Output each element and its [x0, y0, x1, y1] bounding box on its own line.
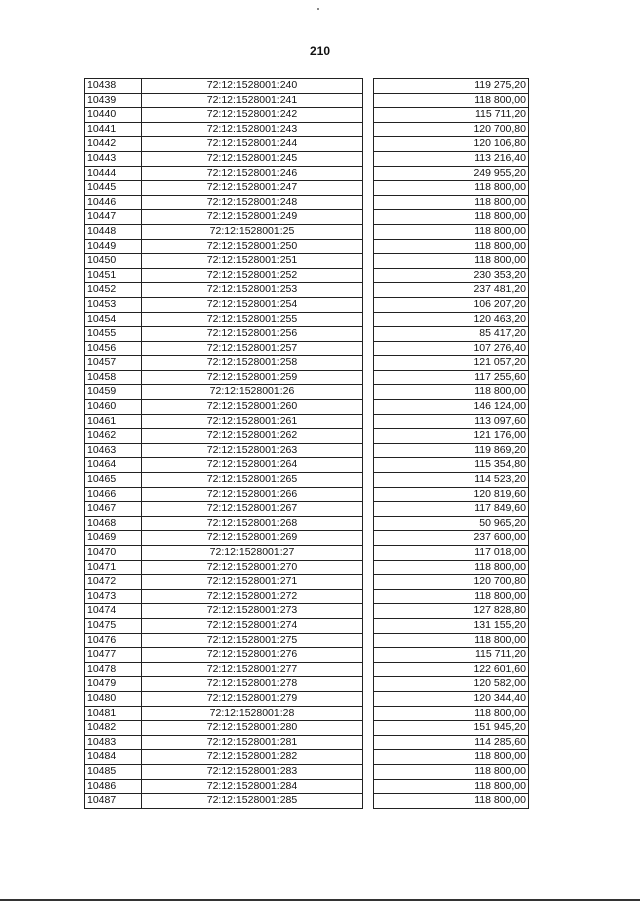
cadastral-value-table — [84, 78, 529, 809]
cadastral-number-cell: 72:12:1528001:27 — [142, 546, 363, 561]
row-number-cell: 10459 — [85, 385, 142, 400]
row-number-cell: 10469 — [85, 531, 142, 546]
cadastral-value-cell: 50 965,20 — [374, 516, 529, 531]
cadastral-value-cell: 118 800,00 — [374, 560, 529, 575]
cadastral-value-cell: 118 800,00 — [374, 794, 529, 809]
cadastral-value-cell: 114 523,20 — [374, 473, 529, 488]
spacer-cell — [363, 79, 374, 94]
row-number-cell: 10467 — [85, 502, 142, 517]
cadastral-number-cell: 72:12:1528001:28 — [142, 706, 363, 721]
cadastral-value-cell: 120 819,60 — [374, 487, 529, 502]
cadastral-number-cell: 72:12:1528001:263 — [142, 443, 363, 458]
table-row — [85, 794, 529, 809]
spacer-cell — [363, 224, 374, 239]
cadastral-number-cell: 72:12:1528001:280 — [142, 721, 363, 736]
row-number-cell: 10460 — [85, 400, 142, 415]
row-number-cell: 10464 — [85, 458, 142, 473]
spacer-cell — [363, 137, 374, 152]
row-number-cell: 10480 — [85, 691, 142, 706]
table-row — [85, 327, 529, 342]
row-number-cell: 10463 — [85, 443, 142, 458]
table-row — [85, 108, 529, 123]
table-row — [85, 531, 529, 546]
table-row — [85, 195, 529, 210]
cadastral-number-cell: 72:12:1528001:265 — [142, 473, 363, 488]
row-number-cell: 10468 — [85, 516, 142, 531]
cadastral-number-cell: 72:12:1528001:252 — [142, 268, 363, 283]
cadastral-value-cell: 85 417,20 — [374, 327, 529, 342]
table-row — [85, 706, 529, 721]
table-row — [85, 283, 529, 298]
table-row — [85, 122, 529, 137]
cadastral-value-cell: 118 800,00 — [374, 181, 529, 196]
row-number-cell: 10484 — [85, 750, 142, 765]
table-row — [85, 487, 529, 502]
cadastral-number-cell: 72:12:1528001:264 — [142, 458, 363, 473]
cadastral-value-cell: 118 800,00 — [374, 195, 529, 210]
table-row — [85, 166, 529, 181]
table-row — [85, 79, 529, 94]
cadastral-number-cell: 72:12:1528001:248 — [142, 195, 363, 210]
cadastral-number-cell: 72:12:1528001:284 — [142, 779, 363, 794]
table-row — [85, 575, 529, 590]
cadastral-number-cell: 72:12:1528001:277 — [142, 662, 363, 677]
row-number-cell: 10453 — [85, 297, 142, 312]
row-number-cell: 10481 — [85, 706, 142, 721]
cadastral-value-cell: 249 955,20 — [374, 166, 529, 181]
cadastral-value-cell: 117 849,60 — [374, 502, 529, 517]
table-row — [85, 370, 529, 385]
cadastral-number-cell: 72:12:1528001:283 — [142, 764, 363, 779]
cadastral-value-cell: 119 275,20 — [374, 79, 529, 94]
cadastral-number-cell: 72:12:1528001:270 — [142, 560, 363, 575]
spacer-cell — [363, 706, 374, 721]
cadastral-number-cell: 72:12:1528001:257 — [142, 341, 363, 356]
cadastral-value-cell: 115 354,80 — [374, 458, 529, 473]
cadastral-value-cell: 107 276,40 — [374, 341, 529, 356]
cadastral-value-cell: 146 124,00 — [374, 400, 529, 415]
table-row — [85, 356, 529, 371]
cadastral-value-cell: 115 711,20 — [374, 108, 529, 123]
spacer-cell — [363, 589, 374, 604]
row-number-cell: 10447 — [85, 210, 142, 225]
spacer-cell — [363, 487, 374, 502]
cadastral-value-cell: 122 601,60 — [374, 662, 529, 677]
cadastral-number-cell: 72:12:1528001:256 — [142, 327, 363, 342]
cadastral-number-cell: 72:12:1528001:274 — [142, 618, 363, 633]
cadastral-value-cell: 119 869,20 — [374, 443, 529, 458]
row-number-cell: 10451 — [85, 268, 142, 283]
spacer-cell — [363, 239, 374, 254]
cadastral-value-cell: 118 800,00 — [374, 706, 529, 721]
cadastral-value-cell: 118 800,00 — [374, 93, 529, 108]
spacer-cell — [363, 151, 374, 166]
table-row — [85, 691, 529, 706]
cadastral-value-cell: 121 057,20 — [374, 356, 529, 371]
row-number-cell: 10474 — [85, 604, 142, 619]
spacer-cell — [363, 604, 374, 619]
table-row — [85, 750, 529, 765]
cadastral-number-cell: 72:12:1528001:251 — [142, 254, 363, 269]
row-number-cell: 10454 — [85, 312, 142, 327]
cadastral-value-cell: 118 800,00 — [374, 385, 529, 400]
spacer-cell — [363, 794, 374, 809]
cadastral-number-cell: 72:12:1528001:254 — [142, 297, 363, 312]
cadastral-number-cell: 72:12:1528001:268 — [142, 516, 363, 531]
row-number-cell: 10473 — [85, 589, 142, 604]
spacer-cell — [363, 560, 374, 575]
spacer-cell — [363, 443, 374, 458]
spacer-cell — [363, 210, 374, 225]
spacer-cell — [363, 297, 374, 312]
row-number-cell: 10477 — [85, 648, 142, 663]
cadastral-value-cell: 113 097,60 — [374, 414, 529, 429]
cadastral-value-cell: 120 582,00 — [374, 677, 529, 692]
cadastral-number-cell: 72:12:1528001:281 — [142, 735, 363, 750]
spacer-cell — [363, 93, 374, 108]
scan-speck — [317, 8, 319, 10]
cadastral-value-cell: 237 481,20 — [374, 283, 529, 298]
cadastral-number-cell: 72:12:1528001:282 — [142, 750, 363, 765]
table-row — [85, 648, 529, 663]
table-body — [85, 79, 529, 809]
table-row — [85, 400, 529, 415]
cadastral-value-cell: 127 828,80 — [374, 604, 529, 619]
table-row — [85, 210, 529, 225]
cadastral-number-cell: 72:12:1528001:276 — [142, 648, 363, 663]
cadastral-value-cell: 151 945,20 — [374, 721, 529, 736]
cadastral-number-cell: 72:12:1528001:271 — [142, 575, 363, 590]
cadastral-number-cell: 72:12:1528001:249 — [142, 210, 363, 225]
cadastral-value-cell: 115 711,20 — [374, 648, 529, 663]
cadastral-value-cell: 131 155,20 — [374, 618, 529, 633]
cadastral-number-cell: 72:12:1528001:240 — [142, 79, 363, 94]
cadastral-number-cell: 72:12:1528001:269 — [142, 531, 363, 546]
spacer-cell — [363, 735, 374, 750]
row-number-cell: 10479 — [85, 677, 142, 692]
row-number-cell: 10448 — [85, 224, 142, 239]
spacer-cell — [363, 575, 374, 590]
table-row — [85, 662, 529, 677]
cadastral-value-cell: 118 800,00 — [374, 750, 529, 765]
row-number-cell: 10487 — [85, 794, 142, 809]
row-number-cell: 10470 — [85, 546, 142, 561]
spacer-cell — [363, 429, 374, 444]
spacer-cell — [363, 181, 374, 196]
row-number-cell: 10441 — [85, 122, 142, 137]
spacer-cell — [363, 546, 374, 561]
cadastral-number-cell: 72:12:1528001:255 — [142, 312, 363, 327]
table-row — [85, 546, 529, 561]
cadastral-number-cell: 72:12:1528001:261 — [142, 414, 363, 429]
spacer-cell — [363, 677, 374, 692]
spacer-cell — [363, 268, 374, 283]
cadastral-number-cell: 72:12:1528001:272 — [142, 589, 363, 604]
table-row — [85, 137, 529, 152]
row-number-cell: 10485 — [85, 764, 142, 779]
cadastral-value-cell: 118 800,00 — [374, 589, 529, 604]
table-row — [85, 677, 529, 692]
row-number-cell: 10457 — [85, 356, 142, 371]
cadastral-number-cell: 72:12:1528001:262 — [142, 429, 363, 444]
row-number-cell: 10452 — [85, 283, 142, 298]
table-row — [85, 297, 529, 312]
spacer-cell — [363, 531, 374, 546]
cadastral-value-cell: 120 700,80 — [374, 122, 529, 137]
cadastral-value-cell: 118 800,00 — [374, 239, 529, 254]
table-row — [85, 473, 529, 488]
table-row — [85, 254, 529, 269]
spacer-cell — [363, 633, 374, 648]
table-row — [85, 516, 529, 531]
spacer-cell — [363, 779, 374, 794]
table-row — [85, 268, 529, 283]
cadastral-value-cell: 118 800,00 — [374, 254, 529, 269]
spacer-cell — [363, 473, 374, 488]
row-number-cell: 10450 — [85, 254, 142, 269]
cadastral-value-cell: 118 800,00 — [374, 224, 529, 239]
row-number-cell: 10475 — [85, 618, 142, 633]
spacer-cell — [363, 254, 374, 269]
table-row — [85, 618, 529, 633]
row-number-cell: 10440 — [85, 108, 142, 123]
row-number-cell: 10483 — [85, 735, 142, 750]
table-row — [85, 633, 529, 648]
spacer-cell — [363, 691, 374, 706]
row-number-cell: 10455 — [85, 327, 142, 342]
bottom-rule — [0, 899, 640, 901]
table-row — [85, 560, 529, 575]
row-number-cell: 10465 — [85, 473, 142, 488]
row-number-cell: 10442 — [85, 137, 142, 152]
cadastral-number-cell: 72:12:1528001:250 — [142, 239, 363, 254]
spacer-cell — [363, 458, 374, 473]
row-number-cell: 10462 — [85, 429, 142, 444]
cadastral-number-cell: 72:12:1528001:246 — [142, 166, 363, 181]
spacer-cell — [363, 385, 374, 400]
cadastral-value-cell: 118 800,00 — [374, 779, 529, 794]
table-row — [85, 93, 529, 108]
table-row — [85, 443, 529, 458]
cadastral-number-cell: 72:12:1528001:267 — [142, 502, 363, 517]
spacer-cell — [363, 312, 374, 327]
cadastral-number-cell: 72:12:1528001:241 — [142, 93, 363, 108]
spacer-cell — [363, 122, 374, 137]
table-row — [85, 429, 529, 444]
spacer-cell — [363, 721, 374, 736]
row-number-cell: 10461 — [85, 414, 142, 429]
spacer-cell — [363, 283, 374, 298]
cadastral-value-cell: 114 285,60 — [374, 735, 529, 750]
cadastral-value-cell: 120 700,80 — [374, 575, 529, 590]
row-number-cell: 10443 — [85, 151, 142, 166]
row-number-cell: 10456 — [85, 341, 142, 356]
cadastral-number-cell: 72:12:1528001:253 — [142, 283, 363, 298]
cadastral-number-cell: 72:12:1528001:25 — [142, 224, 363, 239]
table-row — [85, 341, 529, 356]
cadastral-value-cell: 120 344,40 — [374, 691, 529, 706]
spacer-cell — [363, 166, 374, 181]
cadastral-number-cell: 72:12:1528001:285 — [142, 794, 363, 809]
cadastral-number-cell: 72:12:1528001:275 — [142, 633, 363, 648]
spacer-cell — [363, 108, 374, 123]
cadastral-number-cell: 72:12:1528001:258 — [142, 356, 363, 371]
table-row — [85, 458, 529, 473]
cadastral-number-cell: 72:12:1528001:260 — [142, 400, 363, 415]
table-row — [85, 502, 529, 517]
cadastral-value-cell: 106 207,20 — [374, 297, 529, 312]
page-number: 210 — [309, 44, 331, 58]
cadastral-number-cell: 72:12:1528001:247 — [142, 181, 363, 196]
table-row — [85, 604, 529, 619]
table-row — [85, 224, 529, 239]
table-row — [85, 151, 529, 166]
spacer-cell — [363, 414, 374, 429]
table-row — [85, 735, 529, 750]
table-row — [85, 721, 529, 736]
cadastral-value-cell: 117 018,00 — [374, 546, 529, 561]
table-row — [85, 312, 529, 327]
spacer-cell — [363, 327, 374, 342]
spacer-cell — [363, 662, 374, 677]
cadastral-value-cell: 230 353,20 — [374, 268, 529, 283]
spacer-cell — [363, 618, 374, 633]
row-number-cell: 10439 — [85, 93, 142, 108]
cadastral-number-cell: 72:12:1528001:279 — [142, 691, 363, 706]
cadastral-number-cell: 72:12:1528001:259 — [142, 370, 363, 385]
cadastral-value-cell: 121 176,00 — [374, 429, 529, 444]
spacer-cell — [363, 516, 374, 531]
row-number-cell: 10466 — [85, 487, 142, 502]
row-number-cell: 10446 — [85, 195, 142, 210]
spacer-cell — [363, 356, 374, 371]
table-row — [85, 589, 529, 604]
row-number-cell: 10445 — [85, 181, 142, 196]
table-row — [85, 764, 529, 779]
cadastral-value-cell: 118 800,00 — [374, 210, 529, 225]
cadastral-value-cell: 120 106,80 — [374, 137, 529, 152]
spacer-cell — [363, 764, 374, 779]
table-row — [85, 181, 529, 196]
cadastral-value-cell: 118 800,00 — [374, 633, 529, 648]
cadastral-value-cell: 118 800,00 — [374, 764, 529, 779]
spacer-cell — [363, 750, 374, 765]
cadastral-number-cell: 72:12:1528001:278 — [142, 677, 363, 692]
spacer-cell — [363, 341, 374, 356]
table-row — [85, 385, 529, 400]
row-number-cell: 10476 — [85, 633, 142, 648]
cadastral-value-cell: 120 463,20 — [374, 312, 529, 327]
spacer-cell — [363, 648, 374, 663]
spacer-cell — [363, 195, 374, 210]
cadastral-number-cell: 72:12:1528001:243 — [142, 122, 363, 137]
spacer-cell — [363, 400, 374, 415]
row-number-cell: 10482 — [85, 721, 142, 736]
cadastral-value-cell: 237 600,00 — [374, 531, 529, 546]
row-number-cell: 10449 — [85, 239, 142, 254]
cadastral-number-cell: 72:12:1528001:26 — [142, 385, 363, 400]
cadastral-number-cell: 72:12:1528001:244 — [142, 137, 363, 152]
table-row — [85, 779, 529, 794]
table-row — [85, 239, 529, 254]
cadastral-number-cell: 72:12:1528001:242 — [142, 108, 363, 123]
cadastral-value-cell: 117 255,60 — [374, 370, 529, 385]
cadastral-value-cell: 113 216,40 — [374, 151, 529, 166]
row-number-cell: 10438 — [85, 79, 142, 94]
row-number-cell: 10471 — [85, 560, 142, 575]
row-number-cell: 10472 — [85, 575, 142, 590]
cadastral-number-cell: 72:12:1528001:273 — [142, 604, 363, 619]
cadastral-number-cell: 72:12:1528001:266 — [142, 487, 363, 502]
row-number-cell: 10486 — [85, 779, 142, 794]
row-number-cell: 10458 — [85, 370, 142, 385]
spacer-cell — [363, 370, 374, 385]
table-row — [85, 414, 529, 429]
spacer-cell — [363, 502, 374, 517]
row-number-cell: 10444 — [85, 166, 142, 181]
row-number-cell: 10478 — [85, 662, 142, 677]
cadastral-number-cell: 72:12:1528001:245 — [142, 151, 363, 166]
